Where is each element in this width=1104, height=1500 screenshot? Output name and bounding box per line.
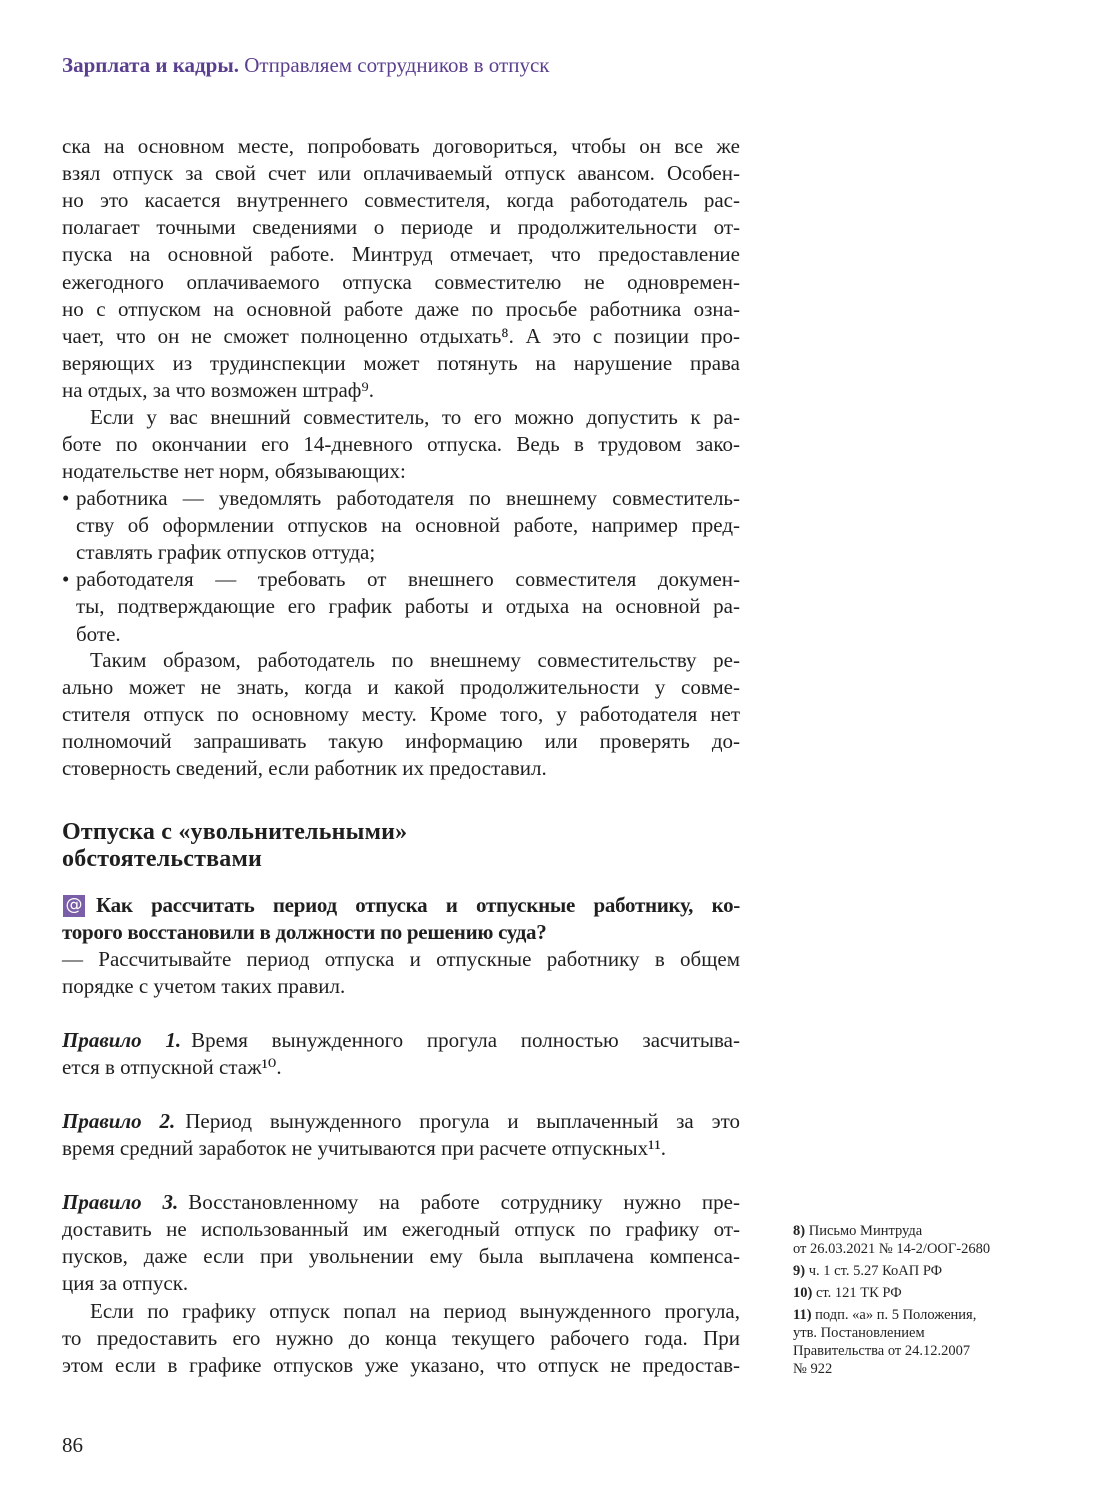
- bullet-line: ству об оформлении отпусков на основной работе, например пред-: [76, 513, 740, 538]
- text-line: ально может не знать, когда и какой продолжительности у совме-: [62, 675, 740, 700]
- text-line: боте по окончании его 14-дневного отпуска. Ведь в трудовом зако-: [62, 432, 740, 457]
- text-line: на отдых, за что возможен штраф⁹.: [62, 377, 374, 402]
- rule-label: Правило 3.: [62, 1190, 179, 1214]
- text-line: пуска на основной работе. Минтруд отмечает, что предоставление: [62, 242, 740, 267]
- rule-line: [62, 1189, 740, 1216]
- footnote-line: утв. Постановлением: [793, 1325, 925, 1341]
- footnote-line: [793, 1222, 922, 1240]
- rule-line: ция за отпуск.: [62, 1271, 189, 1296]
- text-line: стителя отпуск по основному месту. Кроме того, у работодателя нет: [62, 702, 740, 727]
- bullet-marker: •: [62, 567, 70, 592]
- bullet-line: работодателя — требовать от внешнего совместителя докумен-: [76, 567, 740, 592]
- text-line: стоверность сведений, если работник их предоставил.: [62, 756, 547, 781]
- bullet-line: ставлять график отпусков оттуда;: [76, 540, 376, 565]
- bullet-line: работника — уведомлять работодателя по внешнему совместитель-: [76, 486, 740, 510]
- header-title: Отправляем сотрудников в отпуск: [244, 53, 550, 77]
- rule-text: Восстановленному на работе сотруднику нужно пре-: [188, 1190, 740, 1214]
- header-section: Зарплата и кадры.: [62, 53, 240, 77]
- text-line: нодательстве нет норм, обязывающих:: [62, 459, 406, 484]
- text-line: полномочий запрашивать такую информацию или проверять до-: [62, 729, 740, 754]
- footnote-number: 9): [793, 1263, 806, 1279]
- text-line: ска на основном месте, попробовать договориться, чтобы он все же: [62, 134, 740, 158]
- rule-text: Период вынужденного прогула и выплаченный за это: [185, 1109, 740, 1133]
- section-heading: Отпуска с «увольнительными»: [62, 819, 408, 845]
- rule-label: Правило 2.: [62, 1109, 176, 1133]
- text-line: веряющих из трудинспекции может потянуть на нарушение права: [62, 350, 740, 375]
- answer-line: порядке с учетом таких правил.: [62, 974, 346, 999]
- text-line: чает, что он не сможет полноценно отдыхать⁸. А это с позиции про-: [62, 323, 740, 348]
- text-line: ежегодного оплачиваемого отпуска совместителю не одновремен-: [62, 269, 740, 294]
- text-line: Если по графику отпуск попал на период вынужденного прогула,: [90, 1299, 740, 1323]
- question-line: торого восстановили в должности по решению суда?: [62, 920, 547, 945]
- text-line: взял отпуск за свой счет или оплачиваемый отпуск авансом. Особен-: [62, 161, 740, 186]
- footnote-line: № 922: [793, 1361, 833, 1377]
- footnote-line: от 26.03.2021 № 14-2/ООГ-2680: [793, 1241, 991, 1257]
- text-line: Таким образом, работодатель по внешнему совместительству ре-: [90, 648, 740, 672]
- footnote-number: 10): [793, 1285, 813, 1301]
- rule-line: пусков, даже если при увольнении ему была выплачена компенса-: [62, 1244, 740, 1269]
- rule-line: доставить не использованный им ежегодный отпуск по графику от-: [62, 1217, 740, 1242]
- question-line: Как рассчитать период отпуска и отпускные работнику, ко-: [96, 893, 740, 917]
- text-line: то предоставить его нужно до конца текущего рабочего года. При: [62, 1326, 740, 1351]
- footnote-line: [793, 1284, 902, 1302]
- bullet-line: ты, подтверждающие его график работы и отдыха на основной ра-: [76, 594, 740, 619]
- footnote-number: 11): [793, 1307, 812, 1323]
- text-line: этом если в графике отпусков уже указано, что отпуск не предостав-: [62, 1353, 740, 1378]
- footnote-number: 8): [793, 1223, 806, 1239]
- rule-line: ется в отпускной стаж¹⁰.: [62, 1055, 282, 1080]
- footnote-line: [793, 1262, 942, 1280]
- rule-label: Правило 1.: [62, 1028, 182, 1052]
- answer-line: — Рассчитывайте период отпуска и отпускные работнику в общем: [62, 947, 740, 971]
- rule-text: Время вынужденного прогула полностью засчитыва-: [191, 1028, 740, 1052]
- bullet-marker: •: [62, 486, 70, 510]
- footnote-text: ч. 1 ст. 5.27 КоАП РФ: [808, 1263, 943, 1279]
- footnote-text: ст. 121 ТК РФ: [815, 1285, 902, 1301]
- footnote-line: [793, 1306, 976, 1324]
- rule-line: [62, 1108, 740, 1135]
- text-line: но это касается внутреннего совместителя, когда работодатель рас-: [62, 188, 740, 213]
- rule-line: время средний заработок не учитываются при расчете отпускных¹¹.: [62, 1136, 667, 1161]
- section-heading: обстоятельствами: [62, 846, 263, 872]
- footnote-text: подп. «а» п. 5 Положения,: [815, 1307, 977, 1323]
- footnote-text: Письмо Минтруда: [808, 1223, 923, 1239]
- text-line: Если у вас внешний совместитель, то его можно допустить к ра-: [90, 405, 740, 429]
- text-line: полагает точными сведениями о периоде и продолжительности от-: [62, 215, 740, 240]
- running-header: [62, 53, 549, 78]
- text-line: но с отпуском на основной работе даже по просьбе работника озна-: [62, 296, 740, 321]
- bullet-line: боте.: [76, 621, 121, 646]
- at-icon: @: [63, 895, 85, 917]
- footnote-line: Правительства от 24.12.2007: [793, 1343, 971, 1359]
- rule-line: [62, 1027, 740, 1054]
- page-number: 86: [62, 1433, 83, 1457]
